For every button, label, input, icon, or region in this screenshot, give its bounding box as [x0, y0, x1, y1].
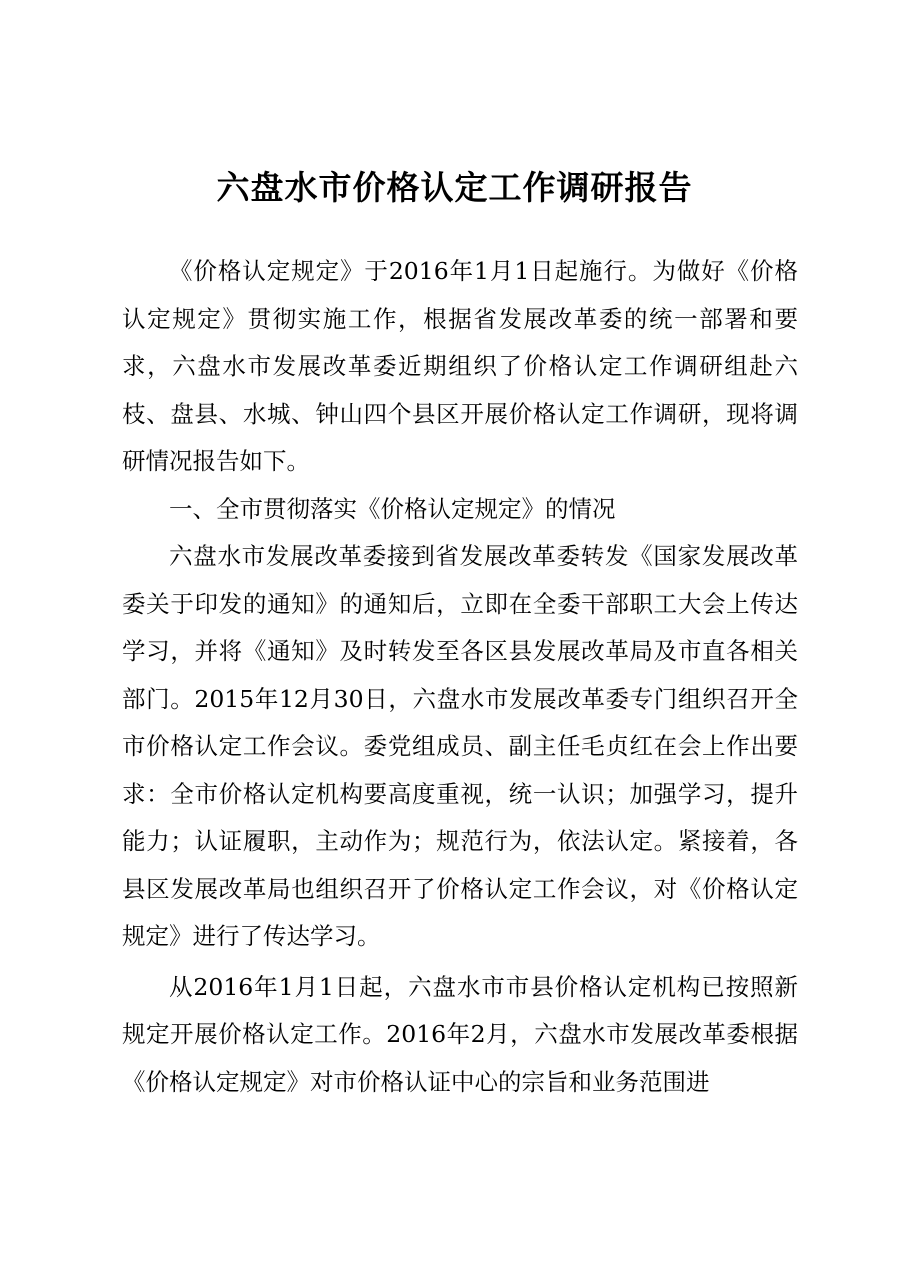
- paragraph-implementation: 六盘水市发展改革委接到省发展改革委转发《国家发展改革委关于印发的通知》的通知后，立即在全委干部职工大会上传达学习，并将《通知》及时转发至各区县发展改革局及市直各相关部门。2015年12月30日，六盘水市发展改革委专门组织召开全市价格认定工作会议。委党组成员、副主任毛贞红在会上作出要求：全市价格认定机构要高度重视，统一认识；加强学习，提升能力；认证履职，主动作为；规范行为，依法认定。紧接着，各县区发展改革局也组织召开了价格认定工作会议，对《价格认定规定》进行了传达学习。: [122, 542, 798, 950]
- document-body: [122, 248, 798, 1106]
- document-title: 六盘水市价格认定工作调研报告: [216, 168, 693, 207]
- section-heading-1: 一、全市贯彻落实《价格认定规定》的情况: [169, 494, 616, 523]
- paragraph-new-rules: 从2016年1月1日起，六盘水市市县价格认定机构已按照新规定开展价格认定工作。2016年2月，六盘水市发展改革委根据《价格认定规定》对市价格认证中心的宗旨和业务范围进: [122, 972, 798, 1096]
- paragraph-intro: 《价格认定规定》于2016年1月1日起施行。为做好《价格认定规定》贯彻实施工作，根据省发展改革委的统一部署和要求，六盘水市发展改革委近期组织了价格认定工作调研组赴六枝、盘县、水城、钟山四个县区开展价格认定工作调研，现将调研情况报告如下。: [122, 257, 798, 475]
